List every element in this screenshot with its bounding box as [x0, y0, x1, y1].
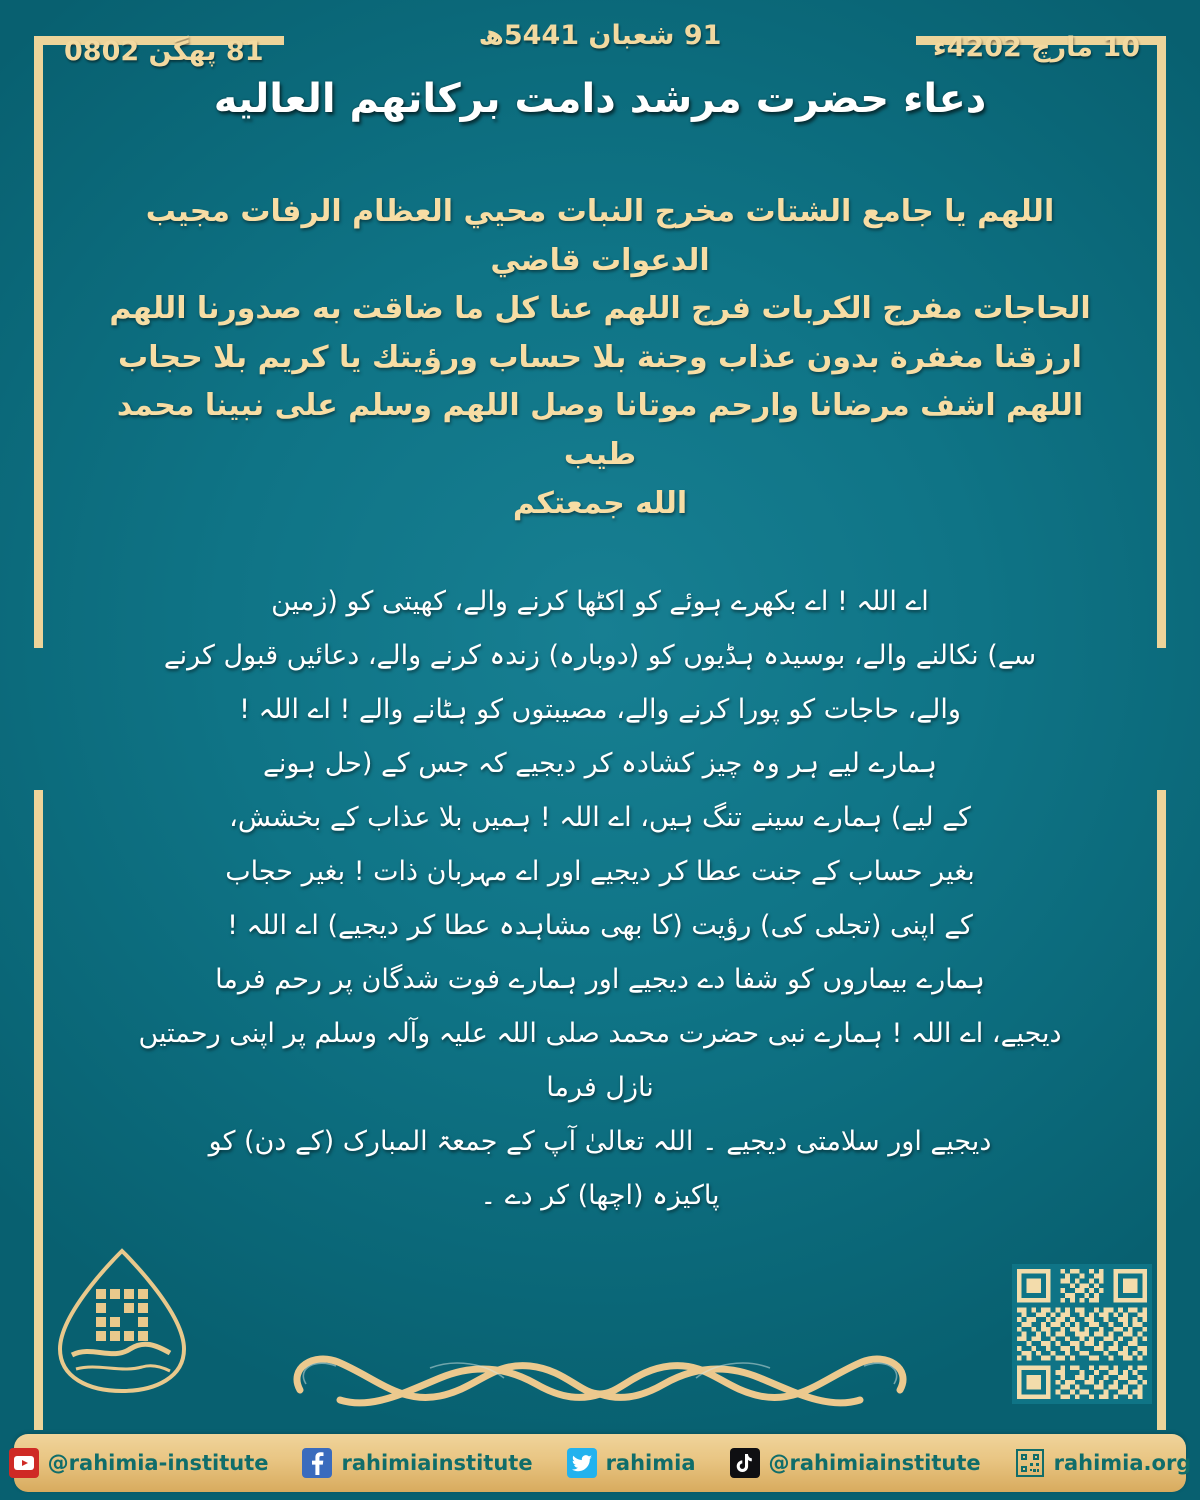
social-link-youtube[interactable] — [9, 1448, 269, 1478]
urdu-line: پاکیزہ (اچھا) کر دے ۔ — [480, 1180, 720, 1211]
urdu-line: سے) نکالنے والے، بوسیدہ ہڈیوں کو (دوبارہ) زندہ کرنے والے، دعائیں قبول کرنے — [163, 640, 1037, 671]
social-link-facebook[interactable] — [302, 1448, 532, 1478]
gregorian-date: 01 مارچ 2024ء — [932, 32, 1140, 63]
urdu-line: ہمارے بیماروں کو شفا دے دیجیے اور ہمارے فوت شدگان پر رحم فرما — [215, 964, 985, 995]
qr-code[interactable] — [1012, 1264, 1152, 1404]
arabic-dua-line: اللهم اشف مرضانا وارحم موتانا وصل اللهم وسلم على نبينا محمد طيب — [116, 388, 1084, 472]
website-qr-icon — [1015, 1448, 1045, 1478]
facebook-handle: rahimiainstitute — [341, 1451, 533, 1475]
tiktok-handle: @rahimiainstitute — [768, 1451, 981, 1475]
ornament-flourish — [280, 1332, 920, 1422]
page-title: دعاء حضرت مرشد دامت بركاتهم العالیه — [213, 76, 987, 122]
urdu-line: دیجیے اور سلامتی دیجیے ۔ اللہ تعالیٰ آپ کے جمعۃ المبارک (کے دن) کو — [208, 1126, 992, 1157]
twitter-icon — [567, 1448, 597, 1478]
urdu-translation-block — [120, 575, 1080, 1223]
arabic-dua-block — [90, 188, 1110, 528]
frame-border-right-bottom — [1157, 790, 1166, 1430]
hijri-date: 19 شعبان 1445ھ — [478, 20, 722, 51]
social-link-tiktok[interactable] — [730, 1448, 981, 1478]
urdu-line: دیجیے، اے اللہ ! ہمارے نبی حضرت محمد صلی اللہ علیہ وآلہ وسلم پر اپنی رحمتیں نازل فرما — [138, 1018, 1062, 1103]
tiktok-icon — [730, 1448, 760, 1478]
youtube-icon — [9, 1448, 39, 1478]
arabic-dua-line: اللهم یا جامع الشتات مخرج النبات محيي العظام الرفات مجيب الدعوات قاضي — [145, 194, 1055, 278]
rahimia-logo — [52, 1245, 192, 1395]
bikrami-date: 18 پھگن 2080 — [64, 36, 264, 67]
urdu-line: ہمارے لیے ہر وہ چیز کشادہ کر دیجیے کہ جس کے (حل ہونے — [263, 748, 937, 779]
facebook-icon — [302, 1448, 332, 1478]
urdu-line: بغیر حساب کے جنت عطا کر دیجیے اور اے مہربان ذات ! بغیر حجاب — [225, 856, 975, 887]
urdu-line: کے لیے) ہمارے سینے تنگ ہیں، اے اللہ ! ہمیں بلا عذاب کے بخشش، — [229, 802, 971, 833]
youtube-handle: @rahimia-institute — [47, 1451, 269, 1475]
social-link-twitter[interactable] — [567, 1448, 696, 1478]
urdu-line: والے، حاجات کو پورا کرنے والے، مصیبتوں کو ہٹانے والے ! اے اللہ ! — [239, 694, 961, 725]
arabic-dua-line: ارزقنا مغفرة بدون عذاب وجنة بلا حساب ورؤيتك یا كریم بلا حجاب — [118, 339, 1082, 375]
social-link-website[interactable] — [1015, 1448, 1192, 1478]
twitter-handle: rahimia — [605, 1451, 696, 1475]
footer-bar — [14, 1434, 1192, 1492]
website-handle: rahimia.org — [1053, 1451, 1192, 1475]
header — [0, 0, 1200, 150]
arabic-dua-line: الحاجات مفرج الكربات فرج اللهم عنا كل ما ضاقت به صدورنا اللهم — [109, 291, 1091, 327]
urdu-line: اے اللہ ! اے بکھرے ہوئے کو اکٹھا کرنے والے، کھیتی کو (زمین — [271, 586, 929, 617]
frame-border-left-bottom — [34, 790, 43, 1430]
urdu-line: کے اپنی (تجلی کی) رؤیت (کا بھی مشاہدہ عطا کر دیجیے) اے اللہ ! — [227, 910, 973, 941]
arabic-dua-line: الله جمعتكم — [512, 485, 688, 521]
